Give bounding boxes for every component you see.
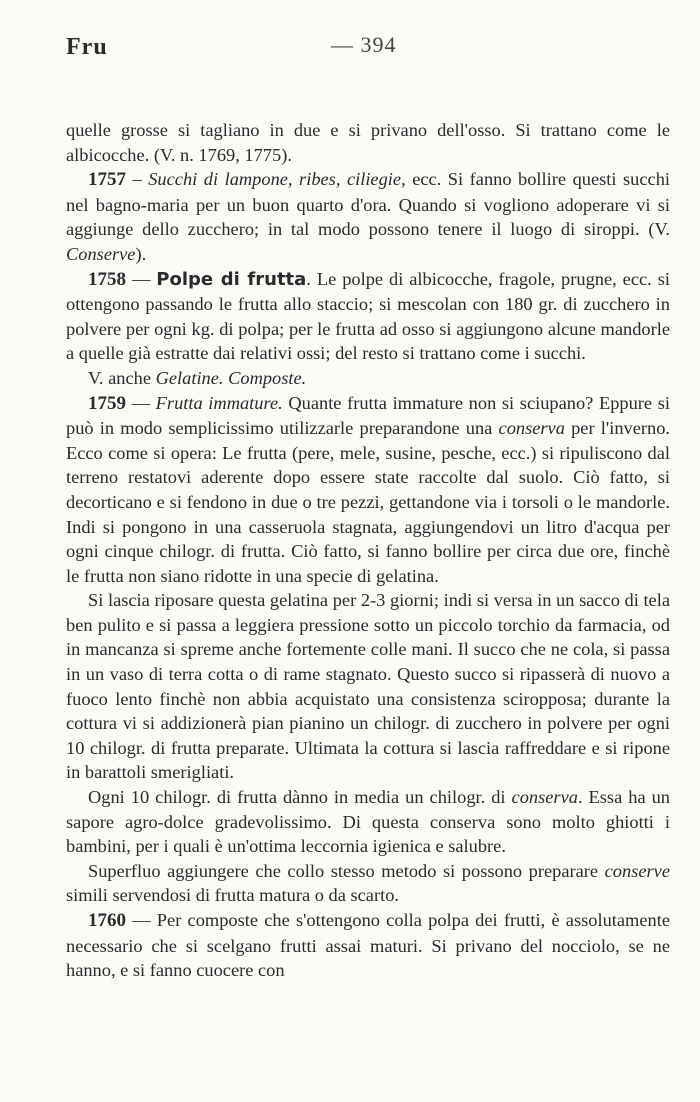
- text-run: Superfluo aggiungere che collo stesso metodo si possono preparare: [88, 860, 605, 881]
- italic-text: Conserve: [66, 243, 136, 264]
- text-run: —: [126, 392, 156, 413]
- entry-number: 1760: [88, 910, 126, 931]
- italic-text: Succhi di lampone, ribes, ciliegie: [148, 169, 402, 190]
- text-run: Quante frutta immature non si sciupano? Eppure si può in modo semplicissimo utilizzarle preparandone una: [66, 392, 670, 439]
- italic-text: conserva: [498, 418, 565, 439]
- text-run: . Essa ha un sapore agro-dolce gradevolissimo. Di questa conserva sono molto ghiotti i bambini, per i quali è un'ottima leccornia igienica e salubre.: [66, 787, 670, 857]
- page-header: [66, 30, 670, 70]
- paragraph: [66, 118, 670, 167]
- entry-number: 1757: [88, 169, 126, 191]
- paragraph: [66, 366, 670, 391]
- text-run: Ogni 10 chilogr. di frutta dànno in media un chilogr. di: [88, 787, 512, 808]
- paragraph: [66, 908, 670, 983]
- text-run: per l'inverno. Ecco come si opera: Le frutta (pere, mele, susine, pesche, ecc.) si ripuliscono dal terreno restatovi aderente dopo essere state raccolte dal suolo. Ciò fatto, si decorticano e si fendono in due o tre pezzi, gettandone via i torsoli o le mandorle. Indi si pongono in una casseruola stagnata, aggiungendovi un litro d'acqua per ogni cinque chilogr. di frutta. Ciò fatto, si fanno bollire per circa due ore, finchè le frutta non siano ridotte in una specie di gelatina.: [66, 418, 670, 586]
- entry-number: 1758: [88, 268, 126, 290]
- entry-number: 1759: [88, 392, 126, 414]
- text-run: ).: [135, 243, 147, 264]
- italic-text: conserva: [511, 787, 578, 808]
- text-run: simili servendosi di frutta matura o da scarto.: [66, 885, 399, 906]
- italic-text: conserve: [604, 860, 670, 881]
- entry-heading: Polpe di frutta: [156, 268, 307, 290]
- italic-text: Gelatine. Composte.: [155, 367, 307, 388]
- paragraph: [66, 859, 670, 908]
- running-head: Fru: [66, 34, 108, 60]
- text-run: V. anche: [88, 367, 156, 388]
- text-run: –: [126, 169, 149, 190]
- text-run: quelle grosse si tagliano in due e si privano dell'osso. Si trattano come le albicocche. (V. n. 1769, 1775).: [66, 120, 670, 165]
- text-run: — Per composte che s'ottengono colla polpa dei frutti, è assolutamente necessario che si scelgano frutti assai maturi. Si privano del nocciolo, se ne hanno, e si fanno cuocere con: [66, 910, 670, 981]
- text-run: . Le polpe di albicocche, fragole, prugne, ecc. si ottengono passando le frutta allo staccio; si mescolan con 180 gr. di zucchero in polvere per ogni kg. di polpa; per le frutta ad osso si aggiungono alcune mandorle a quelle già estratte dai relativi ossi; del resto si trattano come i succhi.: [66, 268, 670, 364]
- paragraph: [66, 391, 670, 589]
- page-body: [66, 118, 670, 983]
- italic-text: Frutta immature.: [155, 392, 283, 413]
- text-run: —: [126, 268, 157, 289]
- text-run: Si lascia riposare questa gelatina per 2-3 giorni; indi si versa in un sacco di tela ben pulito e si passa a leggiera pressione sotto un piccolo torchio da farmacia, od in mancanza si spreme anche fortemente colle mani. Il succo che ne cola, si passa in un vaso di terra cotta o di rame stagnato. Questo succo si ripasserà di nuovo a fuoco lento finchè non abbia acquistato una consistenza sciropposa; durante la cottura vi si addizionerà pian pianino un chilogr. di zucchero in polvere per ogni 10 chilogr. di frutta preparate. Ultimata la cottura si lascia raffreddare e si ripone in barattoli smerigliati.: [66, 590, 670, 783]
- paragraph: [66, 167, 670, 266]
- paragraph: [66, 267, 670, 366]
- page-number: — 394: [331, 32, 397, 57]
- paragraph: [66, 588, 670, 785]
- text-run: , ecc. Si fanno bollire questi succhi nel bagno-maria per un buon quarto d'ora. Quando si vogliono adoperare vi si aggiunge dello zucchero; in tal modo possono tenere il luogo di siroppi. (V.: [66, 169, 670, 240]
- paragraph: [66, 785, 670, 859]
